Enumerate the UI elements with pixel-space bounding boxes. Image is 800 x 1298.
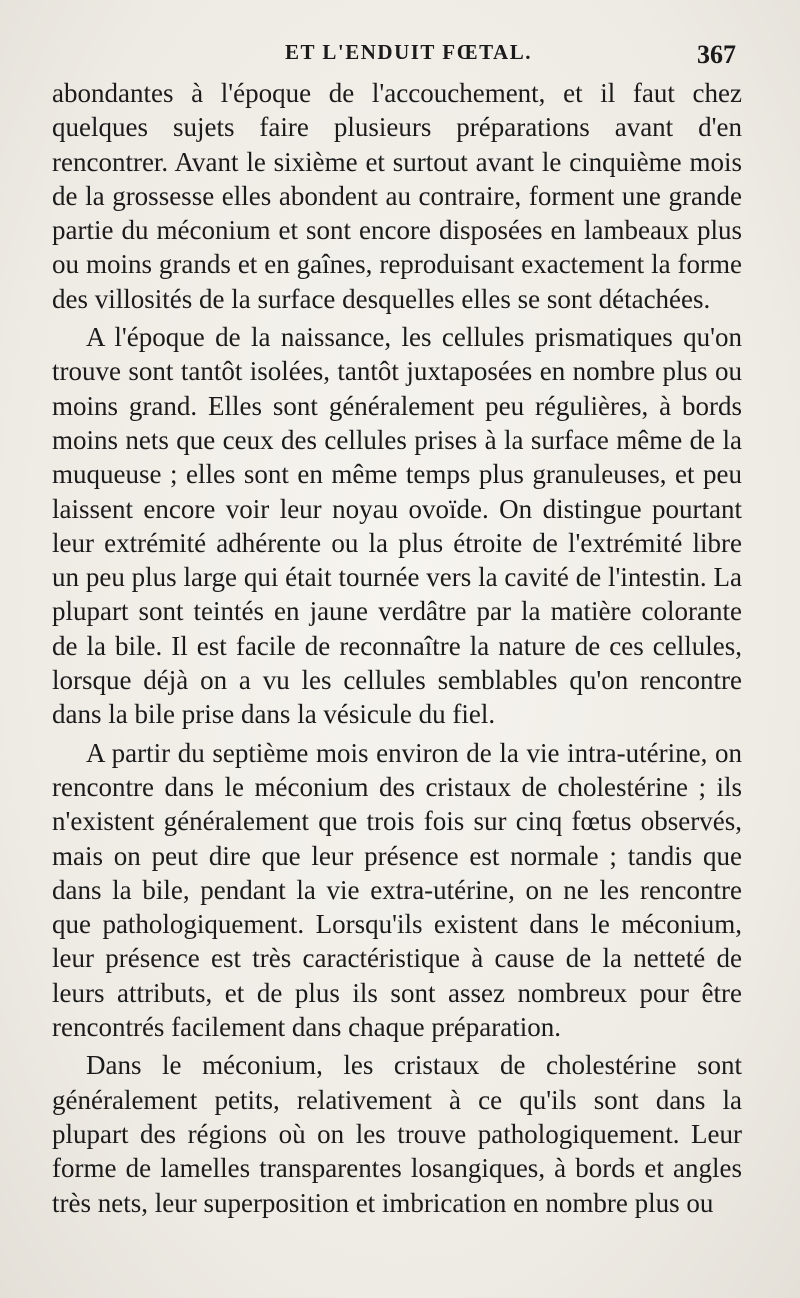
body-text: [52, 76, 742, 1220]
paragraph-2: A l'époque de la naissance, les cellules prismatiques qu'on trouve sont tantôt isolées, tantôt juxtaposées en nombre plus ou moins grand. Elles sont généralement peu régulières, à bords moins nets que ceux des cellules prises à la surface même de la muqueuse ; elles sont en même temps plus granuleuses, et peu laissent encore voir leur noyau ovoïde. On distingue pourtant leur extrémité adhérente ou la plus étroite de l'extrémité libre un peu plus large qui était tournée vers la cavité de l'intestin. La plupart sont teintés en jaune verdâtre par la matière colorante de la bile. Il est facile de reconnaître la nature de ces cellules, lorsque déjà on a vu les cellules semblables qu'on rencontre dans la bile prise dans la vésicule du fiel.: [52, 322, 742, 730]
paragraph-4: Dans le méconium, les cristaux de cholestérine sont généralement petits, relativement à ce qu'ils sont dans la plupart des régions où on les trouve pathologiquement. Leur forme de lamelles transparentes losangiques, à bords et angles très nets, leur superposition et imbrication en nombre plus ou: [52, 1050, 742, 1218]
running-head: ET L'ENDUIT FŒTAL.: [285, 40, 532, 64]
page-number: 367: [697, 40, 736, 69]
paragraph-3: A partir du septième mois environ de la vie intra-utérine, on rencontre dans le méconium des cristaux de cholestérine ; ils n'existent généralement que trois fois sur cinq fœtus observés, mais on peut dire que leur présence est normale ; tandis que dans la bile, pendant la vie extra-utérine, on ne les rencontre que pathologiquement. Lorsqu'ils existent dans le méconium, leur présence est très caractéristique à cause de la netteté de leurs attributs, et de plus ils sont assez nombreux pour être rencontrés facilement dans chaque préparation.: [52, 737, 742, 1043]
paragraph-1: abondantes à l'époque de l'accouchement, et il faut chez quelques sujets faire plusieurs préparations avant d'en rencontrer. Avant le sixième et surtout avant le cinquième mois de la grossesse elles abondent au contraire, forment une grande partie du méconium et sont encore disposées en lambeaux plus ou moins grands et en gaînes, reproduisant exactement la forme des villosités de la surface desquelles elles se sont détachées.: [52, 78, 742, 314]
page-header: [0, 40, 800, 76]
